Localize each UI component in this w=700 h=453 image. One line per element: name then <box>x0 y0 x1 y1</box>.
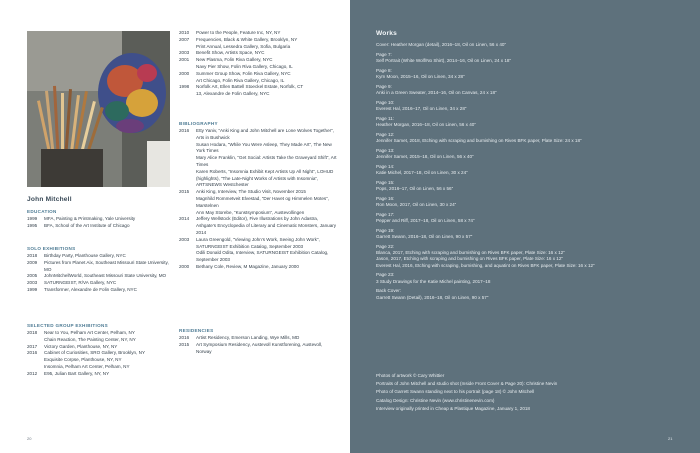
entry-text: Art Chicago, Folin Riva Gallery, Chicago, IL <box>196 77 285 83</box>
entry-text: Cabinet of Curiosities, SRO Gallery, Brooklyn, NY <box>44 350 146 356</box>
entry-text: Exquisite Corpse, Planthouse, NY, NY <box>44 357 122 363</box>
entry-text: Ann May Storebe, “Kunstsymposium”, Austevollingen <box>196 209 305 215</box>
work-line: Page 19: <box>376 227 395 233</box>
list-item <box>27 350 170 357</box>
entry-year: 2007 <box>179 36 190 42</box>
work-line: Page 13: <box>376 147 395 153</box>
entry-text: Navy Pier Show, Folin Riva Gallery, Chicago, IL <box>196 63 293 69</box>
list-item <box>27 253 170 260</box>
work-line: Page 17: <box>376 211 395 217</box>
entry-text: Odili Donald Odita, Interview, SATURNGEIST Exhibition Catalog, September 2003 <box>196 250 329 263</box>
entry-text: Insomnia, Pelham Art Center, Pelham, NY <box>44 363 130 369</box>
work-line: Page 8: <box>376 67 392 73</box>
entry-text: Jeffery Wellstock (Editor), Five Illustrations by John Adastra, Ashgate’s Encyclopedia of Literary and Cinematic Monsters, January 2014 <box>196 216 337 235</box>
list-item <box>179 250 337 264</box>
work-line: Pepper and Riff, 2017–18, Oil on Linen, 58 x 74” <box>376 218 475 223</box>
works-list <box>376 42 676 304</box>
list-item <box>27 287 170 294</box>
entry-text: JohnMitchellWorld, Southeast Missouri State University, MO <box>44 273 167 279</box>
list-item <box>27 260 170 274</box>
entry-year <box>179 155 196 169</box>
entry-year: 2003 <box>179 50 190 56</box>
entry-year: 2016 <box>179 128 190 133</box>
work-entry <box>376 244 676 270</box>
entry-text: Pictures from Planet Aix, Southeast Missouri State University, MO <box>44 259 169 272</box>
work-entry <box>376 84 676 97</box>
entry-year: 2015 <box>179 341 190 347</box>
entry-text: SATURNGEIST, R/VA Gallery, NYC <box>44 280 117 286</box>
work-line: Garrett Swann, 2016–18, Oil on Linen, 90 x 57” <box>376 234 473 239</box>
work-line: Everest Hal, 2016, Etching with scraping, burnishing, and aquatint on Rives BFK paper, Plate Size: 16 x 12” <box>376 262 595 268</box>
entry-year: 1995 <box>27 222 38 228</box>
entry-year <box>179 44 196 51</box>
list-item <box>27 371 170 378</box>
list-item <box>179 335 337 342</box>
solo-exhibitions-heading: SOLO EXHIBITIONS <box>27 246 76 251</box>
entry-text: Laura Greengold, “Viewing John’s Work, Seeing John Work”, SATURNGEIST Exhibition Catalog, September 2003 <box>196 236 320 249</box>
work-line: Back Cover: <box>376 288 402 294</box>
work-entry <box>376 148 676 161</box>
credit-line: Photos of artwork © Cary Whittier <box>376 373 445 378</box>
entry-year: 2003 <box>27 280 38 286</box>
work-line: Page 22: <box>376 243 395 249</box>
credit-line: Photo of Garrett Swann standing next to his portrait (page 18) © John Mitchell <box>376 389 535 395</box>
education-heading: EDUCATION <box>27 209 57 214</box>
list-item <box>27 216 170 223</box>
entry-text: 13, Alexandre de Folin Gallery, NYC <box>196 91 270 97</box>
entry-text: Victory Garden, Planthouse, NY, NY <box>44 343 118 349</box>
residencies-heading: RESIDENCIES <box>179 328 214 333</box>
entry-year <box>179 210 196 217</box>
work-entry <box>376 52 676 65</box>
entry-year <box>179 91 196 98</box>
work-entry <box>376 42 676 48</box>
entry-year: 2003 <box>179 236 190 242</box>
work-line: Page 9: <box>376 83 392 89</box>
work-line: Kym Moon, 2015–16, Oil on Linen, 34 x 28” <box>376 74 465 79</box>
work-line: Page 23: <box>376 272 395 278</box>
artist-name: John Mitchell <box>27 196 72 203</box>
credit-line: Portraits of John Mitchell and studio shot (Inside Front Cover & Page 20): Christine Nevin <box>376 381 558 387</box>
list-item <box>27 357 170 364</box>
entry-year: 1999 <box>27 286 38 292</box>
entry-year <box>27 357 44 364</box>
entry-year: 2001 <box>179 57 190 63</box>
work-entry <box>376 164 676 177</box>
work-line: Page 12: <box>376 131 395 137</box>
work-entry <box>376 100 676 113</box>
work-entry <box>376 228 676 241</box>
work-line: Blanca, 2017, Etching with scraping and burnishing on Rives BFK paper, Plate Size: 16 x 12” <box>376 250 565 255</box>
exhibitions-continued-section <box>179 30 337 98</box>
entry-text: Near to You, Pelham Art Center, Pelham, NY <box>44 330 135 335</box>
list-item <box>179 50 337 57</box>
entry-year: 2018 <box>27 253 38 258</box>
entry-year: 2016 <box>27 350 38 356</box>
entry-text: MFA, Painting & Printmaking, Yale University <box>44 216 136 221</box>
group-exhibitions-section <box>27 323 170 378</box>
list-item <box>27 280 170 287</box>
entry-year: 2009 <box>27 259 38 265</box>
list-item <box>179 30 337 37</box>
credit-line: Catalog Design: Christine Nevin (www.christinenevin.com) <box>376 397 495 403</box>
solo-exhibitions-list <box>27 253 170 294</box>
entry-text: Frequencies, Black & White Gallery, Brooklyn, NY <box>196 36 298 42</box>
entry-year <box>179 78 196 85</box>
list-item <box>179 91 337 98</box>
list-item <box>179 84 337 91</box>
work-entry <box>376 272 676 285</box>
entry-year: 2017 <box>27 343 38 349</box>
list-item <box>179 189 337 196</box>
entry-year <box>179 196 196 210</box>
solo-exhibitions-section <box>27 246 170 294</box>
list-item <box>179 142 337 156</box>
list-item <box>179 57 337 64</box>
work-line: Katie Michel, 2017–18, Oil on Linen, 30 x 24” <box>376 170 468 175</box>
exhibitions-continued-list <box>179 30 337 98</box>
work-entry <box>376 132 676 145</box>
list-item <box>179 176 337 190</box>
list-item <box>27 337 170 344</box>
work-line: Page 7: <box>376 51 392 57</box>
page-number-left: 20 <box>27 436 32 441</box>
list-item <box>27 223 170 230</box>
list-item <box>179 44 337 51</box>
work-line: Ron Moon, 2017, Oil on Linen, 30 x 24” <box>376 202 457 207</box>
entry-year: 2000 <box>179 263 190 269</box>
work-entry <box>376 68 676 81</box>
entry-year: 2014 <box>179 216 190 222</box>
studio-photo <box>27 31 170 187</box>
entry-text: E95, Julian Bart Gallery, NY, NY <box>44 370 110 376</box>
entry-text: Susan Hodara, “While You Were Asleep, They Made Art”, The New York Times <box>196 141 332 154</box>
entry-text: Power to the People, Feature Inc, NY, NY <box>196 30 281 35</box>
list-item <box>179 64 337 71</box>
entry-text: BFA, School of the Art Institute of Chicago <box>44 222 130 228</box>
entry-year: 2000 <box>179 70 190 76</box>
work-line: Self Portrait (White Wolf/No Shirt), 2014–16, Oil on Linen, 24 x 18” <box>376 58 511 63</box>
bibliography-heading: BIBLIOGRAPHY <box>179 121 218 126</box>
entry-year <box>179 64 196 71</box>
entry-year: 2010 <box>179 30 190 35</box>
entry-year <box>179 142 196 156</box>
works-title: Works <box>376 30 398 37</box>
entry-text: Art Symposium Residency, Austevoll Kunstforening, Austevoll, Norway <box>196 341 323 354</box>
residencies-list <box>179 335 337 355</box>
entry-text: Birthday Party, Planthouse Gallery, NYC <box>44 253 126 258</box>
work-line: Page 15: <box>376 179 395 185</box>
entry-text: Chain Reaction, The Painting Center, NY, NY <box>44 336 136 342</box>
list-item <box>179 264 337 271</box>
entry-year: 1998 <box>179 84 190 90</box>
list-item <box>27 273 170 280</box>
entry-text: Artist Residency, Emerson Landing, Wye Mills, MD <box>196 335 300 340</box>
list-item <box>179 128 337 142</box>
entry-year: 2016 <box>179 335 190 340</box>
entry-year: 2005 <box>27 273 38 279</box>
list-item <box>179 169 337 176</box>
bibliography-section <box>179 121 337 271</box>
entry-year <box>179 176 196 190</box>
entry-text: Norfolk Art, Ellen Battell Stoeckel Estate, Norfolk, CT <box>196 84 304 90</box>
work-line: Page 14: <box>376 163 395 169</box>
work-line: Everest Hal, 2016–17, Oil on Linen, 34 x 28” <box>376 106 467 111</box>
group-exhibitions-list <box>27 330 170 378</box>
entry-text: New Plasma, Folin Riva Gallery, NYC <box>196 57 273 63</box>
list-item <box>179 210 337 217</box>
entry-text: Anki King, Interview, The Studio Visit, November 2015 <box>196 189 306 195</box>
work-entry <box>376 196 676 209</box>
work-line: Heather Morgan, 2016–18, Oil on Linen, 56 x 40” <box>376 122 476 127</box>
work-line: Page 10: <box>376 99 395 105</box>
entry-text: Magnhild Rommetveit Elvestad, “Der Havet og Himmelen Motes”, Marstelnen <box>196 195 330 208</box>
work-line: Page 11: <box>376 115 395 121</box>
group-exhibitions-heading: SELECTED GROUP EXHIBITIONS <box>27 323 108 328</box>
list-item <box>179 155 337 169</box>
entry-text: Summer Group Show, Folin Riva Gallery, NYC <box>196 70 291 76</box>
list-item <box>27 330 170 337</box>
entry-text: Benefit Show, Artists Space, NYC <box>196 50 265 56</box>
entry-year: 2018 <box>27 330 38 335</box>
work-entry <box>376 180 676 193</box>
education-section <box>27 209 170 230</box>
list-item <box>27 344 170 351</box>
list-item <box>27 364 170 371</box>
work-line: Jennifer Samet, 2018, Etching with scraping and burnishing on Rives BFK paper, Plate Size: 24 x 18” <box>376 138 582 143</box>
work-line: Jason, 2017, Etching with scraping and burnishing on Rives BFK paper, Plate Size: 16 x 12” <box>376 256 563 262</box>
entry-text: Bethany Cole, Review, M Magazine, January 2000 <box>196 263 299 269</box>
residencies-section <box>179 328 337 355</box>
work-line: Anki in a Green Sweater, 2014–16, Oil on Canvas, 24 x 18” <box>376 90 497 95</box>
credits-list <box>376 372 676 413</box>
entry-year <box>179 250 196 264</box>
work-entry <box>376 116 676 129</box>
list-item <box>179 78 337 85</box>
entry-year: 1999 <box>27 216 38 221</box>
entry-year <box>27 364 44 371</box>
entry-text: Transformer, Alexandre de Folin Gallery, NYC <box>44 286 137 292</box>
work-line: Page 16: <box>376 195 395 201</box>
work-entry <box>376 212 676 225</box>
credit-line: Interview originally printed in Cheap & Plastique Magazine, January 1, 2018 <box>376 405 530 411</box>
entry-year: 2015 <box>179 189 190 195</box>
entry-text: Print Annual, Lessedra Gallery, Sofia, Bulgaria <box>196 43 291 49</box>
education-list <box>27 216 170 230</box>
entry-text: (highlights), “The Late-Night Works of Artists with Insomnia”, ARTSNEWS Westchester <box>196 175 319 188</box>
list-item <box>179 216 337 236</box>
work-line: Cover: Heather Morgan (detail), 2016–18, Oil on Linen, 56 x 40” <box>376 42 506 47</box>
bibliography-list <box>179 128 337 271</box>
entry-text: Karen Roberts, “Insomnia Exhibit Kept Artists Up All Night”, LOHUD <box>196 168 334 174</box>
entry-year <box>27 337 44 344</box>
list-item <box>179 196 337 210</box>
list-item <box>179 71 337 78</box>
work-line: Pops, 2016–17, Oil on Linen, 56 x 56” <box>376 186 454 191</box>
page-number-right: 21 <box>668 436 673 441</box>
entry-text: Etty Yaniv, “Anki King and John Mitchell are Lone Wolves Together”, Arts in Bushwick <box>196 128 334 140</box>
entry-text: Mary Alice Franklin, “Get Social: Artists Take the Graveyard Shift”, Art Times <box>196 155 337 167</box>
entry-year: 2012 <box>27 370 38 376</box>
work-line: Jennifer Samet, 2015–18, Oil on Linen, 56 x 40” <box>376 154 474 159</box>
work-line: Garrett Swann (Detail), 2016–18, Oil on Linen, 90 x 57” <box>376 294 489 300</box>
list-item <box>179 237 337 251</box>
list-item <box>179 342 337 356</box>
entry-year <box>179 169 196 176</box>
work-entry <box>376 288 676 301</box>
list-item <box>179 37 337 44</box>
work-line: 3 Study Drawings for the Katie Michel painting, 2017–18 <box>376 278 491 284</box>
